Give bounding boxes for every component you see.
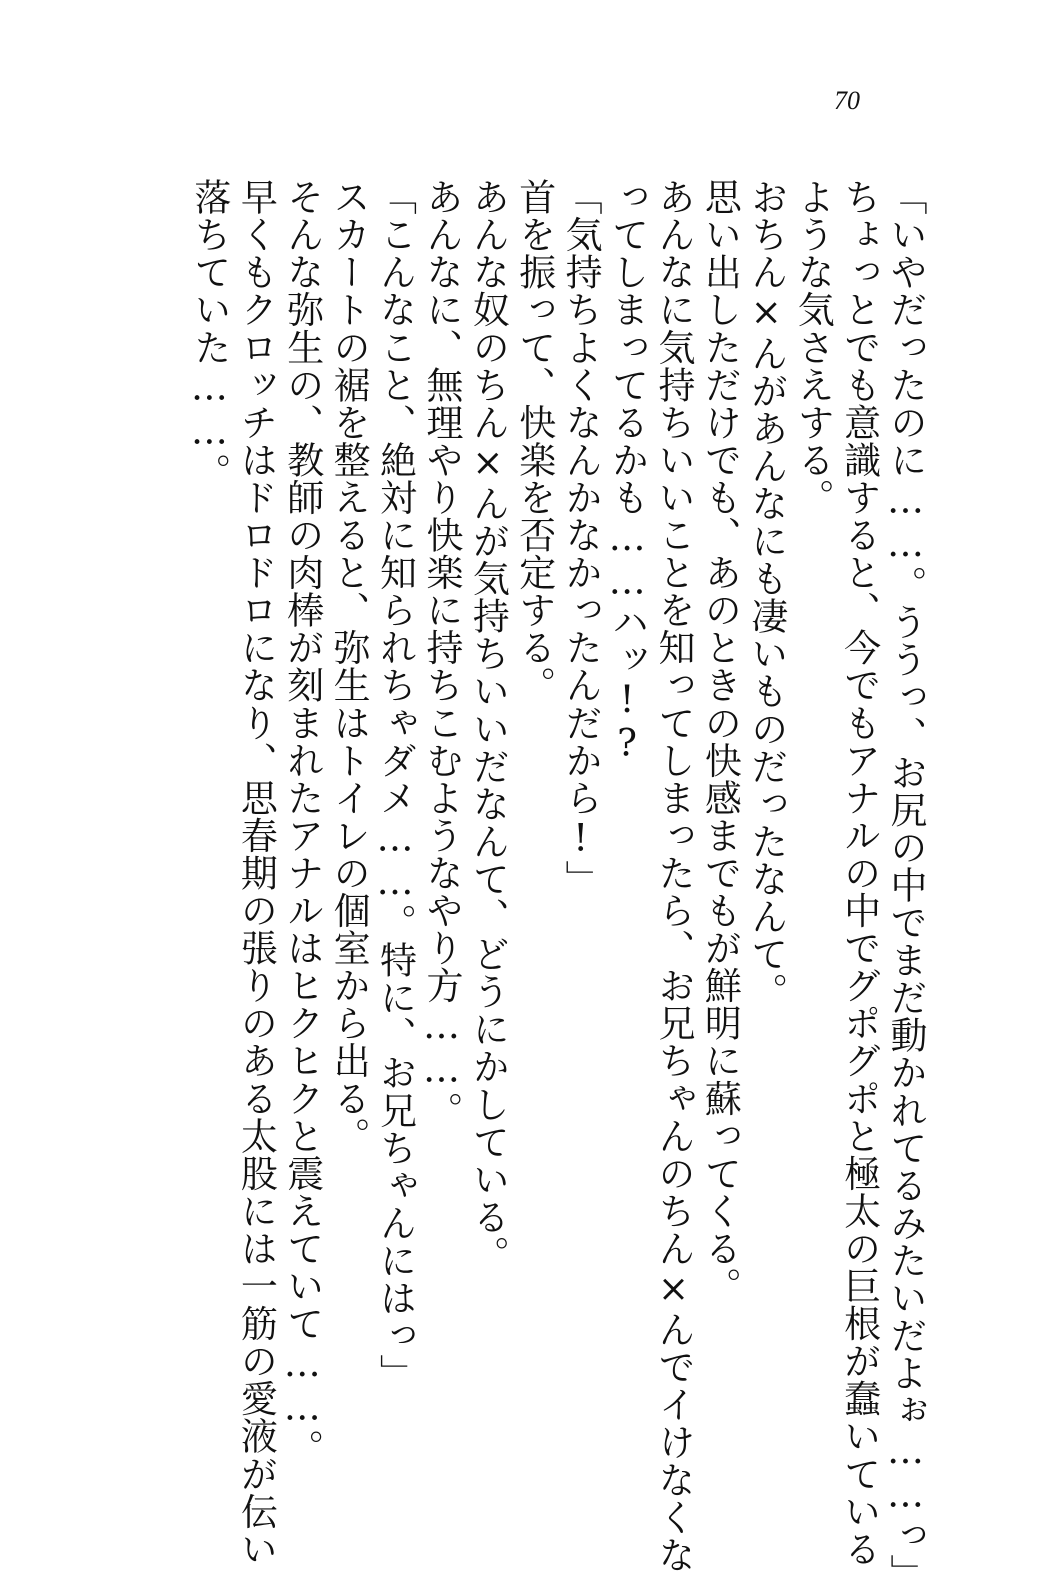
text-line: あんな奴のちん×んが気持ちいいだなんて、どうにかしている。	[466, 178, 510, 1273]
body-text	[186, 178, 929, 1591]
text-line: 思い出しただけでも、あのときの快感までもが鮮明に蘇ってくる。	[698, 178, 742, 1305]
text-line: ちょっとでも意識すると、今でもアナルの中でグポグポと極太の巨根が蠢いている	[837, 178, 881, 1568]
text-line: 「気持ちよくなんかなかったんだから!」	[559, 178, 603, 898]
text-line: ってしまってるかも……ハッ!?	[605, 178, 649, 766]
text-line: 「いやだったのに……。ううっ、お尻の中でまだ動かれてるみたいだよぉ……っ」	[884, 178, 927, 1591]
text-line: おちん×んがあんなにも凄いものだったなんて。	[744, 178, 788, 1011]
page-number: 70	[834, 86, 860, 115]
text-line: 落ちていた……。	[187, 178, 231, 491]
text-line: あんなに気持ちいいことを知ってしまったら、お兄ちゃんのちん×んでイけなくな	[651, 178, 695, 1574]
text-line: ような気さえする。	[791, 178, 835, 516]
text-line: スカートの裾を整えると、弥生はトイレの個室から出る。	[327, 178, 371, 1155]
text-line: 「こんなこと、絶対に知られちゃダメ……。特に、お兄ちゃんにはっ」	[373, 178, 417, 1392]
text-line: あんなに、無理やり快楽に持ちこむようなやり方……。	[419, 178, 463, 1129]
text-line: 早くもクロッチはドロドロになり、思春期の張りのある太股には一筋の愛液が伝い	[234, 178, 278, 1568]
text-line: そんな弥生の、教師の肉棒が刻まれたアナルはヒクヒクと震えていて……。	[280, 178, 324, 1467]
text-line: 首を振って、快楽を否定する。	[512, 178, 556, 704]
